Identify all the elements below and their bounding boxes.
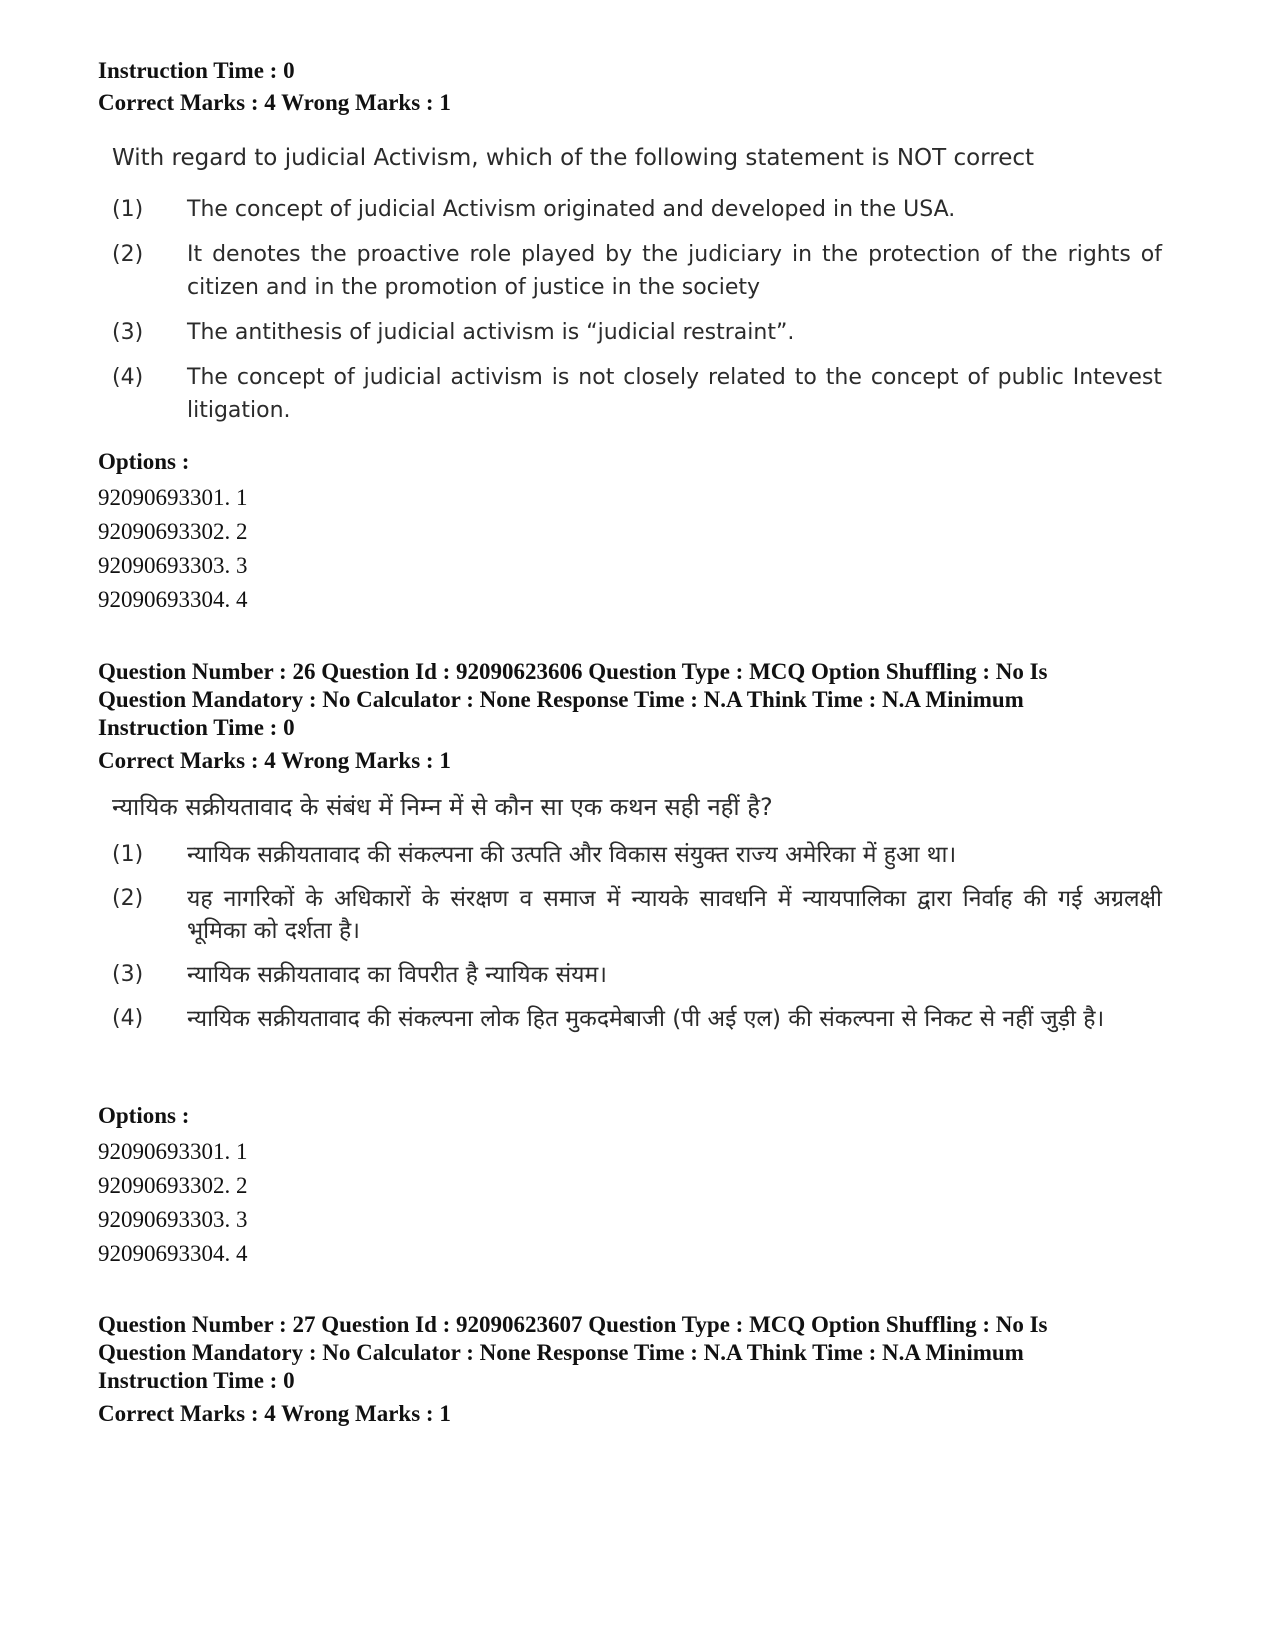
option-item: 92090693303. 3 xyxy=(98,1207,248,1232)
options-list xyxy=(98,447,248,617)
statement-number: (4) xyxy=(112,365,144,390)
options-heading: Options : xyxy=(98,449,190,474)
statement-number: (2) xyxy=(112,886,144,911)
statement-item xyxy=(112,361,1162,427)
statement-text: न्यायिक सक्रीयतावाद की संकल्पना की उत्पति और विकास संयुक्त राज्य अमेरिका में हुआ था। xyxy=(187,842,957,868)
statement-item xyxy=(112,193,1162,226)
question-header-line: Question Mandatory : No Calculator : None Response Time : N.A Think Time : N.A Minimum xyxy=(98,1340,1024,1365)
options-list xyxy=(98,1101,248,1271)
option-item: 92090693304. 4 xyxy=(98,1241,248,1266)
option-item: 92090693304. 4 xyxy=(98,587,248,612)
statement-text: The concept of judicial Activism originated and developed in the USA. xyxy=(187,197,956,222)
statement-text: It denotes the proactive role played by the judiciary in the protection of the rights of citizen and in the promotion of justice in the society xyxy=(187,242,1162,300)
question-26-body xyxy=(112,791,1162,1035)
statement-item xyxy=(112,238,1162,304)
option-item: 92090693301. 1 xyxy=(98,1139,248,1164)
question-25-meta xyxy=(98,57,1178,117)
statement-number: (4) xyxy=(112,1006,144,1031)
statement-text: यह नागरिकों के अधिकारों के संरक्षण व समाज में न्यायके सावधनि में न्यायपालिका द्वारा निर्वाह की गई अग्रलक्षी भूमिका को दर्शता है। xyxy=(187,886,1162,944)
option-item: 92090693301. 1 xyxy=(98,485,248,510)
statement-text: The antithesis of judicial activism is “judicial restraint”. xyxy=(187,320,795,345)
statement-number: (3) xyxy=(112,320,144,345)
question-text: With regard to judicial Activism, which of the following statement is NOT correct xyxy=(112,145,1035,171)
instruction-time: Instruction Time : 0 xyxy=(98,715,295,740)
statement-text: न्यायिक सक्रीयतावाद का विपरीत है न्यायिक संयम। xyxy=(187,962,607,988)
statement-item xyxy=(112,839,1162,871)
statement-item xyxy=(112,316,1162,349)
marks-line: Correct Marks : 4 Wrong Marks : 1 xyxy=(98,748,451,773)
instruction-time: Instruction Time : 0 xyxy=(98,1368,295,1393)
option-item: 92090693302. 2 xyxy=(98,519,248,544)
statement-number: (1) xyxy=(112,842,144,867)
statement-item xyxy=(112,883,1162,947)
statement-text: न्यायिक सक्रीयतावाद की संकल्पना लोक हित मुकदमेबाजी (पी अई एल) की संकल्पना से निकट से नहीं जुड़ी है। xyxy=(187,1006,1105,1032)
option-item: 92090693302. 2 xyxy=(98,1173,248,1198)
question-header-line: Question Number : 27 Question Id : 92090623607 Question Type : MCQ Option Shuffling : No Is xyxy=(98,1312,1048,1337)
question-header-line: Question Mandatory : No Calculator : None Response Time : N.A Think Time : N.A Minimum xyxy=(98,687,1024,712)
question-26-meta xyxy=(98,658,1178,775)
statement-number: (3) xyxy=(112,962,144,987)
marks-line: Correct Marks : 4 Wrong Marks : 1 xyxy=(98,90,451,115)
statement-item xyxy=(112,1003,1162,1035)
statement-item xyxy=(112,959,1162,991)
instruction-time: Instruction Time : 0 xyxy=(98,58,295,83)
question-27-meta xyxy=(98,1311,1178,1428)
question-text: न्यायिक सक्रीयतावाद के संबंध में निम्न में से कौन सा एक कथन सही नहीं है? xyxy=(112,793,773,821)
option-item: 92090693303. 3 xyxy=(98,553,248,578)
marks-line: Correct Marks : 4 Wrong Marks : 1 xyxy=(98,1401,451,1426)
statement-text: The concept of judicial activism is not closely related to the concept of public Intevest litigation. xyxy=(187,365,1162,423)
options-heading: Options : xyxy=(98,1103,190,1128)
question-25-body xyxy=(112,143,1162,427)
statement-number: (1) xyxy=(112,197,144,222)
question-header-line: Question Number : 26 Question Id : 92090623606 Question Type : MCQ Option Shuffling : No Is xyxy=(98,659,1048,684)
statement-number: (2) xyxy=(112,242,144,267)
